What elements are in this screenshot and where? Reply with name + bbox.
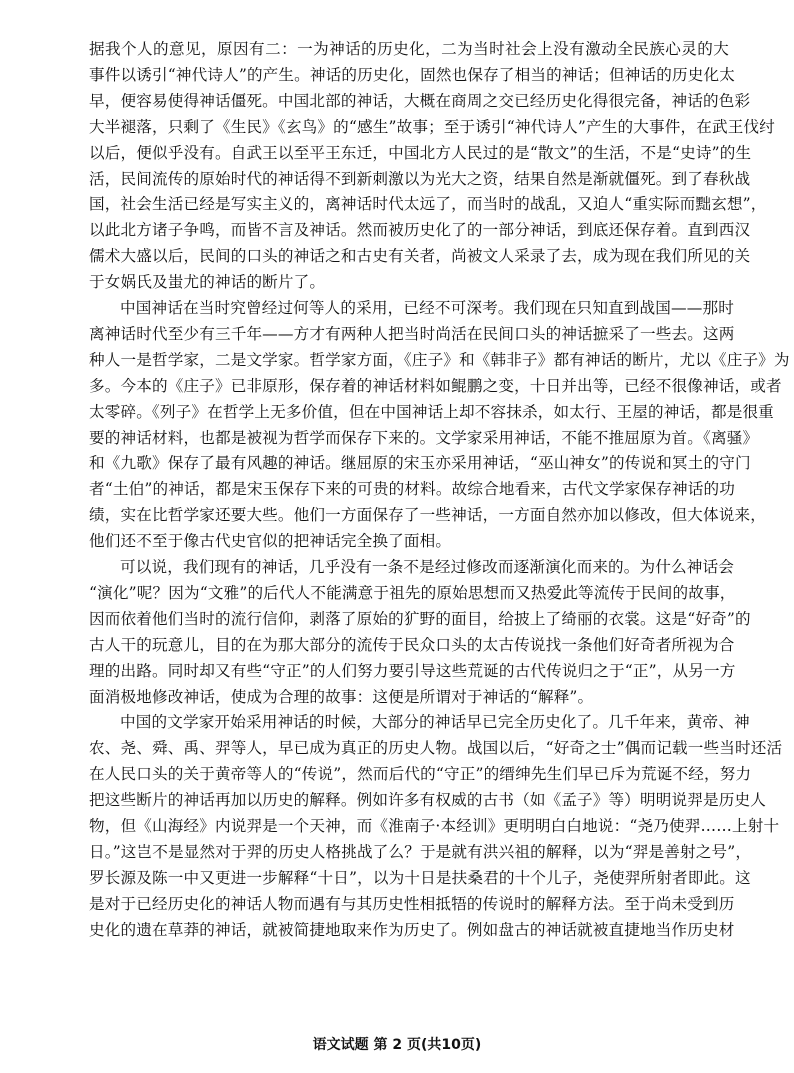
text-line: 可以说，我们现有的神话，几乎没有一条不是经过修改而逐渐演化而来的。为什么神话会	[120, 558, 735, 576]
text-line: 绩，实在比哲学家还要大些。他们一方面保存了一些神话，一方面自然亦加以修改，但大体说来，	[89, 506, 766, 525]
page-footer: 语文试题 第 2 页(共10页)	[312, 1037, 482, 1053]
text-line: 物，但《山海经》内说羿是一个天神，而《淮南子·本经训》更明明白白地说：“尧乃使羿……上射十	[89, 817, 780, 835]
text-line: 史化的遗在草莽的神话，就被简捷地取来作为历史了。例如盘古的神话就被直捷地当作历史材	[89, 920, 735, 939]
text-line: 把这些断片的神话再加以历史的解释。例如许多有权威的古书（如《孟子》等）明明说羿是历史人	[89, 791, 766, 810]
text-line: 以后，便似乎没有。自武王以至平王东迁，中国北方人民过的是“散文”的生活，不是“史诗”的生	[89, 143, 752, 162]
text-line: 离神话时代至少有三千年——方才有两种人把当时尚活在民间口头的神话摭采了一些去。这两	[89, 324, 735, 343]
text-line: 早，便容易使得神话僵死。中国北部的神话，大概在商周之交已经历史化得很完备，神话的色彩	[89, 91, 751, 110]
text-line: 是对于已经历史化的神话人物而遇有与其历史性相抵牾的传说时的解释方法。至于尚未受到历	[89, 894, 735, 913]
text-line: 大半褪落，只剩了《生民》《玄鸟》的“感生”故事；至于诱引“神代诗人”产生的大事件，在武王伐纣	[89, 117, 775, 136]
text-line: 因而依着他们当时的流行信仰，剥落了原始的犷野的面目，给披上了绮丽的衣裳。这是“好奇”的	[89, 609, 751, 628]
text-line: 中国的文学家开始采用神话的时候，大部分的神话早已完全历史化了。几千年来，黄帝、神	[120, 713, 750, 732]
text-line: 理的出路。同时却又有些“守正”的人们努力要引导这些荒诞的古代传说归之于“正”，从另一方	[89, 661, 736, 680]
text-line: 日。”这岂不是显然对于羿的历史人格挑战了么？于是就有洪兴祖的解释，以为“羿是善射之号”，	[89, 842, 752, 861]
text-line: 以此北方诸子争鸣，而皆不言及神话。然而被历史化了的一部分神话，到底还保存着。直到西汉	[89, 221, 751, 240]
text-line: 面消极地修改神话，使成为合理的故事：这便是所谓对于神话的“解释”。	[89, 687, 594, 706]
text-line: 儒术大盛以后，民间的口头的神话之和古史有关者，尚被文人采录了去，成为现在我们所见的关	[89, 247, 751, 266]
text-line: 事件以诱引“神代诗人”的产生。神话的历史化，固然也保存了相当的神话；但神话的历史化太	[89, 65, 735, 84]
text-line: 活，民间流传的原始时代的神话得不到新刺激以为光大之资，结果自然是渐就僵死。到了春秋战	[89, 169, 751, 188]
text-line: 中国神话在当时究曾经过何等人的采用，已经不可深考。我们现在只知直到战国——那时	[120, 299, 735, 317]
text-line: 要的神话材料，也都是被视为哲学而保存下来的。文学家采用神话，不能不推屈原为首。《离骚》	[89, 428, 759, 447]
text-line: “演化”呢？因为“文雅”的后代人不能满意于祖先的原始思想而又热爱此等流传于民间的故事，	[89, 583, 736, 602]
text-line: 于女娲氏及蚩尤的神话的断片了。	[89, 273, 326, 292]
text-line: 太零碎。《列子》在哲学上无多价值，但在中国神话上却不容抹杀，如太行、王屋的神话，都是很重	[89, 402, 774, 421]
text-line: 和《九歌》保存了最有风趣的神话。继屈原的宋玉亦采用神话，“巫山神女”的传说和冥土的守门	[89, 454, 751, 473]
text-line: 古人干的玩意儿，目的在为那大部分的流传于民众口头的太古传说找一条他们好奇者所视为合	[89, 635, 735, 654]
text-line: 农、尧、舜、禹、羿等人，早已成为真正的历史人物。战国以后，“好奇之士”偶而记载一些当时还活	[89, 739, 783, 758]
text-line: 罗长源及陈一中又更进一步解释“十日”，以为十日是扶桑君的十个儿子，尧使羿所射者即此。这	[89, 868, 751, 887]
text-line: 多。今本的《庄子》已非原形，保存着的神话材料如鲲鹏之变，十日并出等，已经不很像神话，或者	[89, 376, 782, 395]
text-line: 他们还不至于像古代史官似的把神话完全换了面相。	[89, 532, 452, 551]
text-line: 据我个人的意见，原因有二：一为神话的历史化，二为当时社会上没有激动全民族心灵的大	[89, 40, 729, 58]
text-line: 者“土伯”的神话，都是宋玉保存下来的可贵的材料。故综合地看来，古代文学家保存神话的功	[89, 480, 735, 499]
text-line: 国，社会生活已经是写实主义的，离神话时代太远了，而当时的战乱，又迫人“重实际而黜玄想”，	[89, 195, 767, 214]
text-line: 在人民口头的关于黄帝等人的“传说”，然而后代的“守正”的缙绅先生们早已斥为荒诞不经，努力	[89, 765, 752, 784]
text-line: 种人一是哲学家，二是文学家。哲学家方面，《庄子》和《韩非子》都有神话的断片，尤以《庄子》为	[89, 350, 790, 369]
